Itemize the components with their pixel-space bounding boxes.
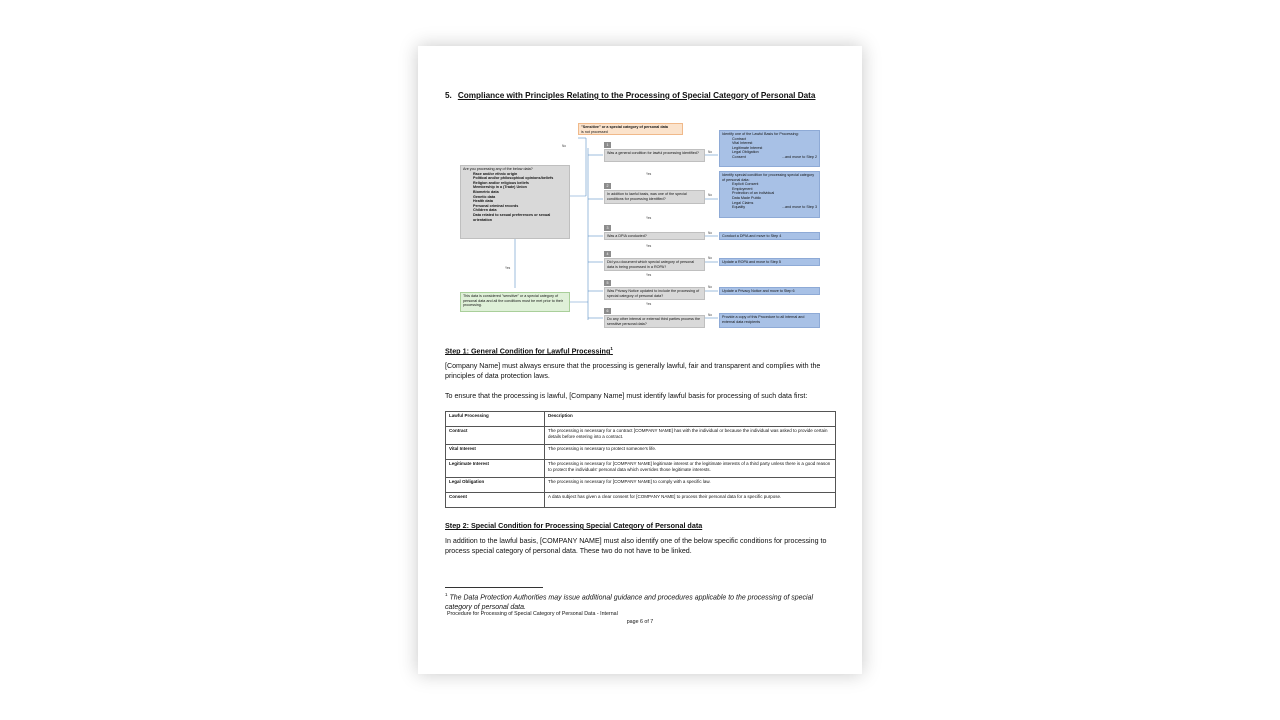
table-row bbox=[446, 478, 836, 493]
table-header: Description bbox=[545, 412, 836, 427]
table-cell-basis: Consent bbox=[446, 493, 545, 508]
step-question-6: Do any other internal or external third parties process the sensitive personal data? bbox=[604, 315, 705, 328]
action-lawful-basis: Identify one of the Lawful Basis for Processing: Contract Vital Interest Legitimate Interest Legal Obligation Consent ...and move to Step 2 bbox=[719, 130, 820, 167]
step-number: 5 bbox=[604, 280, 611, 286]
section-number: 5. bbox=[445, 91, 452, 100]
section-title: Compliance with Principles Relating to the Processing of Special Category of Personal Data bbox=[457, 91, 816, 100]
footnote-divider bbox=[445, 587, 543, 588]
not-sensitive-box: "Sensitive" or a special category of personal data is not processed bbox=[578, 123, 683, 135]
data-type-item: Genetic data bbox=[473, 194, 496, 199]
data-type-item: Health data bbox=[473, 199, 493, 204]
table-cell-description: The processing is necessary for [COMPANY NAME] to comply with a specific law. bbox=[545, 478, 836, 493]
table-cell-description: The processing is necessary for [COMPANY NAME] legitimate interest or the legitimate interests of a third party unless there is a good reason to protect the individuals' personal data which overrides those legitimate interests. bbox=[545, 460, 836, 478]
action-ropa: Update a ROPA and move to Step 5 bbox=[719, 258, 820, 266]
step2-paragraph: In addition to the lawful basis, [COMPANY NAME] must also identify one of the below specific conditions for processing to process special category of personal data. These two do not have to be linked. bbox=[445, 537, 827, 555]
footnote bbox=[445, 590, 837, 613]
footer-page-number: page 6 of 7 bbox=[626, 619, 654, 625]
table-row bbox=[446, 493, 836, 508]
table-cell-description: The processing is necessary to protect someone's life. bbox=[545, 445, 836, 460]
data-type-item: Biometric data bbox=[473, 189, 499, 194]
action-privacy-notice: Update a Privacy Notice and move to Step 6 bbox=[719, 287, 820, 295]
action-procedure-copy: Provide a copy of this Procedure to all internal and external data recipients bbox=[719, 313, 820, 328]
action-dpia: Conduct a DPIA and move to Step 4 bbox=[719, 232, 820, 240]
step-question-5: Was Privacy Notice updated to include the processing of special category of personal data? bbox=[604, 287, 705, 300]
section-heading bbox=[445, 91, 815, 100]
step-question-4: Did you document which special category of personal data is being processed in a ROPA? bbox=[604, 258, 705, 271]
table-cell-basis: Legitimate Interest bbox=[446, 460, 545, 478]
table-cell-basis: Legal Obligation bbox=[446, 478, 545, 493]
step-number: 6 bbox=[604, 308, 611, 314]
footnote-text: The Data Protection Authorities may issue additional guidance and procedures applicable to the processing of special category of personal data. bbox=[445, 594, 814, 612]
table-row bbox=[446, 445, 836, 460]
data-type-item: Race and/or ethnic origin bbox=[473, 171, 518, 176]
data-type-item: Personal criminal records bbox=[473, 203, 519, 208]
step1-paragraph-1: [Company Name] must always ensure that the processing is generally lawful, fair and transparent and complies with the principles of data protection laws. bbox=[445, 362, 821, 380]
table-row bbox=[446, 460, 836, 478]
step-question-1: Was a general condition for lawful processing identified? bbox=[604, 149, 705, 162]
table-cell-description: A data subject has given a clear consent for [COMPANY NAME] to process their personal data for a specific purpose. bbox=[545, 493, 836, 508]
footnote-number: 1 bbox=[445, 592, 448, 597]
data-types-question-box bbox=[460, 165, 570, 239]
step-number: 3 bbox=[604, 225, 611, 231]
document-page bbox=[418, 46, 862, 674]
data-types-intro: Are you processing any of the below data? bbox=[463, 167, 533, 171]
footnote-ref: 1 bbox=[610, 346, 613, 351]
step-number: 1 bbox=[604, 142, 611, 148]
table-row bbox=[446, 427, 836, 445]
footer-document-title: Procedure for Processing of Special Category of Personal Data - Internal bbox=[447, 611, 618, 617]
data-type-item: Religion and/or religious beliefs bbox=[473, 180, 529, 185]
table-cell-basis: Contract bbox=[446, 427, 545, 445]
table-cell-description: The processing is necessary for a contract [COMPANY NAME] has with the individual or because the individual was asked to provide certain details before entering into a contract. bbox=[545, 427, 836, 445]
step-number: 4 bbox=[604, 251, 611, 257]
step2-heading: Step 2: Special Condition for Processing Special Category of Personal data bbox=[445, 521, 703, 530]
action-special-condition: Identify special condition for processing special category of personal data: Explicit Consent Employment Protection of an individual Data Made Public Legal Claims Equality ...and move to Step 3 bbox=[719, 171, 820, 218]
compliance-flowchart: "Sensitive" or a special category of personal data is not processed No Are you processing any of the below data? Race and/or ethnic origin Political and/or philosophical opinions/beliefs Religion and/or religious beliefs Membership in a (Trade) Union Biometric data Genetic data Health data Personal criminal records Children data Data related to sexual preferences or sexual orientation Yes This data is considered "sensitive" or a special category of personal data and all the conditions must be met prior to their processing. 1 Was a general condition for lawful processing identified? No Yes 2 In addition to lawful basis, was one of the special conditions for processing identified? No Yes 3 Was a DPIA conducted? No Yes 4 Did you document which special category of personal data is being processed in a ROPA? No Yes 5 Was Privacy Notice updated to include the processing of special category of personal data? No Yes 6 Do any other internal or external third parties process the sensitive personal data? No Identify one of the Lawful Basis for Processing: Contract Vital Interest Legitimate Interest Legal Obligation Consent ...and move to Step 2 Identify special condition for processing special category of personal data: Explicit Consent Employment Protection of an individual Data Made Public Legal Claims Equality ...and move to Step 3 Conduct a DPIA and move to Step 4 Update a ROPA and move to Step 5 Update a Privacy Notice and move to Step 6 Provide a copy of this Procedure to all internal and external data recipients bbox=[458, 118, 828, 333]
step-number: 2 bbox=[604, 183, 611, 189]
table-header-row bbox=[446, 412, 836, 427]
sensitive-data-box: This data is considered "sensitive" or a special category of personal data and all the conditions must be met prior to their processing. bbox=[460, 292, 570, 312]
data-type-item: Data related to sexual preferences or sexual orientation bbox=[473, 212, 551, 222]
data-type-item: Political and/or philosophical opinions/beliefs bbox=[473, 176, 554, 181]
yes-label: Yes bbox=[505, 266, 511, 270]
table-header: Lawful Processing bbox=[446, 412, 545, 427]
step-question-2: In addition to lawful basis, was one of the special conditions for processing identified? bbox=[604, 190, 705, 204]
step1-heading: Step 1: General Condition for Lawful Processing$^1$ bbox=[445, 346, 613, 356]
table-cell-basis: Vital Interest bbox=[446, 445, 545, 460]
step1-paragraph-2: To ensure that the processing is lawful, [Company Name] must identify lawful basis for processing of such data first: bbox=[445, 392, 808, 400]
data-type-item: Membership in a (Trade) Union bbox=[473, 185, 527, 190]
data-type-item: Children data bbox=[473, 208, 497, 213]
no-label: No bbox=[562, 144, 567, 148]
lawful-processing-table bbox=[445, 411, 836, 508]
step-question-3: Was a DPIA conducted? bbox=[604, 232, 705, 240]
